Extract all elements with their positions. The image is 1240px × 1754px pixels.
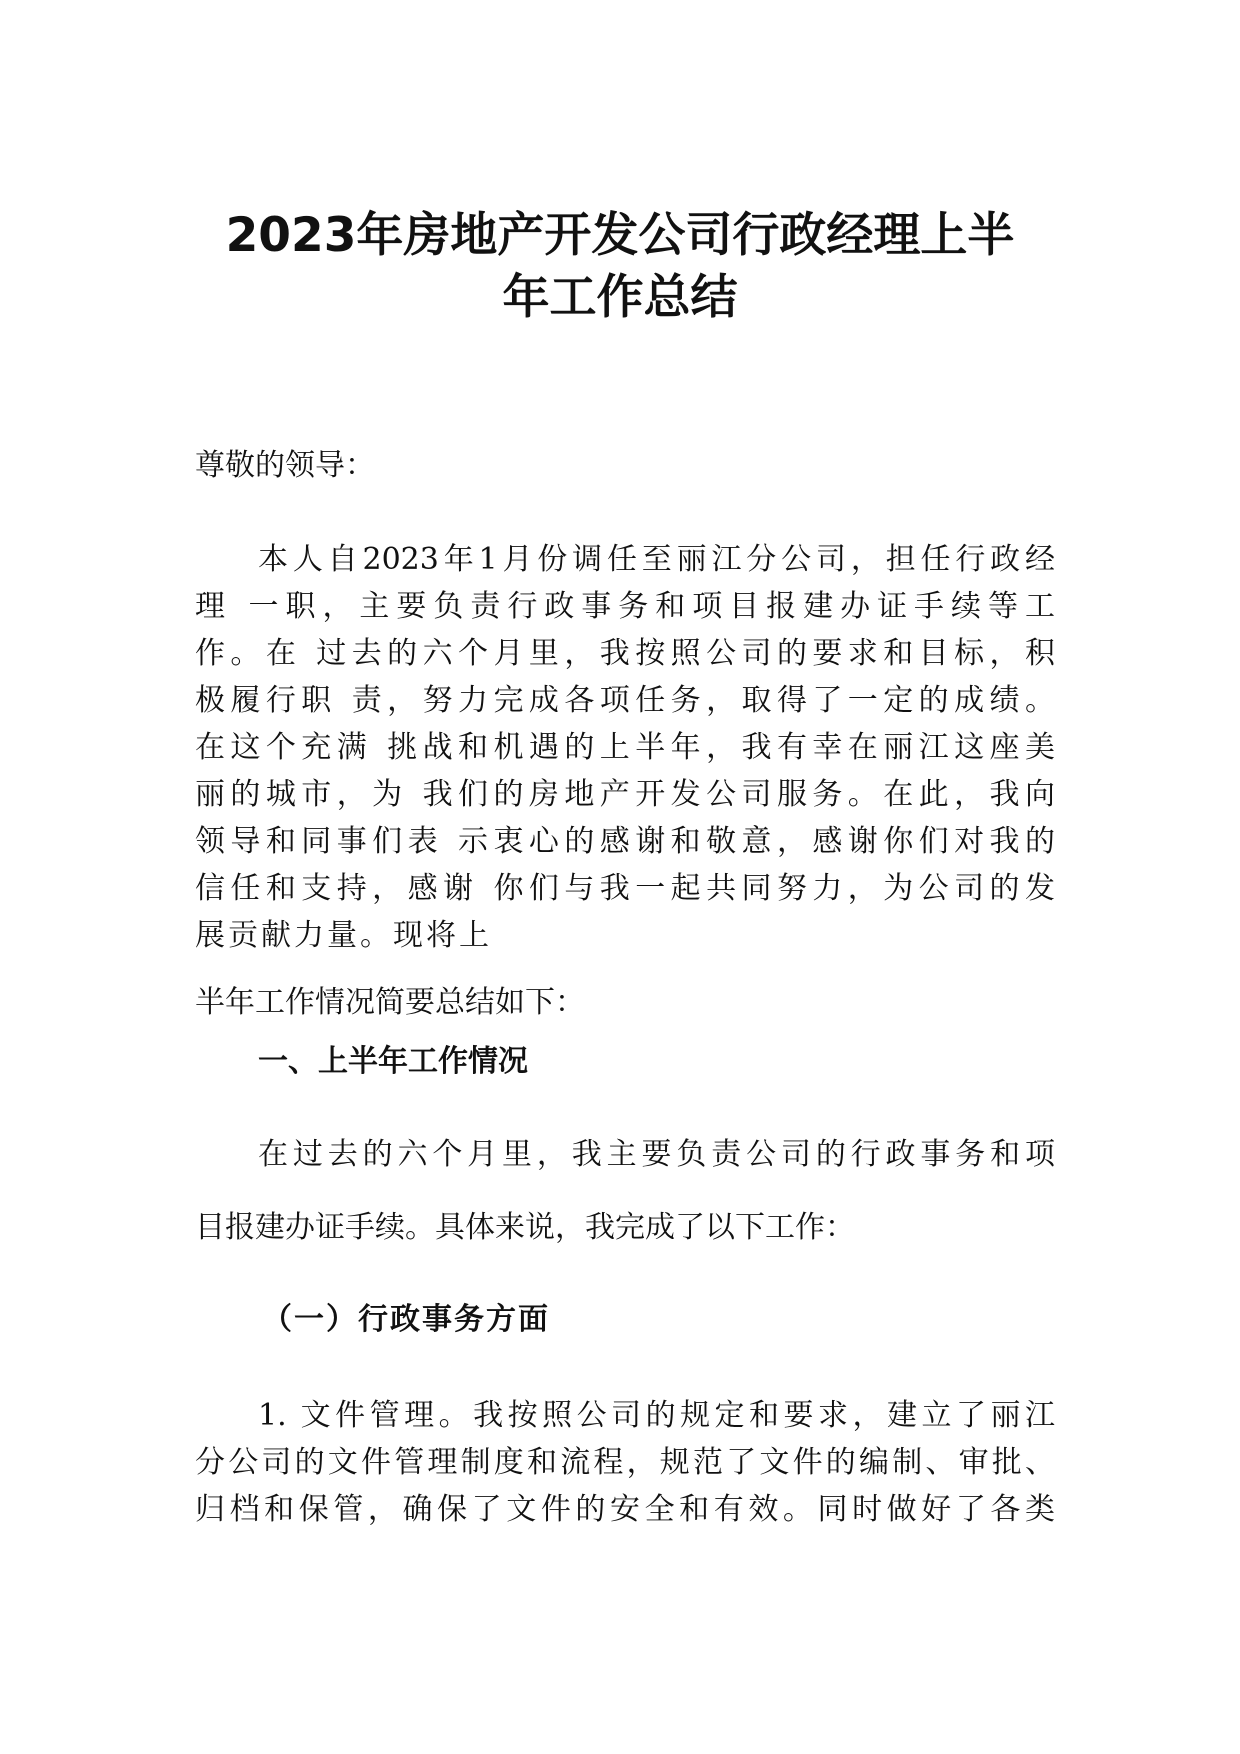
- intro-line-5: 在这个充满 挑战和机遇的上半年，我有幸在丽江这座美: [195, 730, 1055, 765]
- intro-tail: 半年工作情况简要总结如下：: [195, 985, 585, 1020]
- intro-line-9: 展贡献力量。现将上: [195, 918, 492, 953]
- intro-line-6: 丽的城市，为 我们的房地产开发公司服务。在此，我向: [195, 777, 1055, 812]
- item1-line-1: 1. 文件管理。我按照公司的规定和要求，建立了丽江: [258, 1398, 1055, 1433]
- title-line-1: 2023年房地产开发公司行政经理上半: [225, 208, 1015, 263]
- title-line-2: 年工作总结: [502, 270, 738, 325]
- intro-line-7: 领导和同事们表 示衷心的感谢和敬意，感谢你们对我的: [195, 824, 1055, 859]
- item1-line-2: 分公司的文件管理制度和流程，规范了文件的编制、审批、: [195, 1445, 1055, 1480]
- intro-line-3: 作。在 过去的六个月里，我按照公司的要求和目标，积: [195, 636, 1055, 671]
- subsection-heading-1: （一）行政事务方面: [262, 1302, 550, 1337]
- intro-line-2: 理 一职，主要负责行政事务和项目报建办证手续等工: [195, 589, 1055, 624]
- salutation: 尊敬的领导：: [195, 448, 375, 483]
- intro-line-4: 极履行职 责，努力完成各项任务，取得了一定的成绩。: [195, 683, 1055, 718]
- intro-line-8: 信任和支持，感谢 你们与我一起共同努力，为公司的发: [195, 871, 1055, 906]
- section1-line-2: 目报建办证手续。具体来说，我完成了以下工作：: [195, 1210, 855, 1245]
- section-heading-1: 一、上半年工作情况: [258, 1044, 528, 1079]
- item1-line-3: 归档和保管，确保了文件的安全和有效。同时做好了各类: [195, 1492, 1055, 1527]
- section1-line-1: 在过去的六个月里，我主要负责公司的行政事务和项: [258, 1137, 1055, 1172]
- document-title: [150, 205, 1090, 329]
- intro-line-1: 本人自2023年1月份调任至丽江分公司，担任行政经: [258, 542, 1055, 577]
